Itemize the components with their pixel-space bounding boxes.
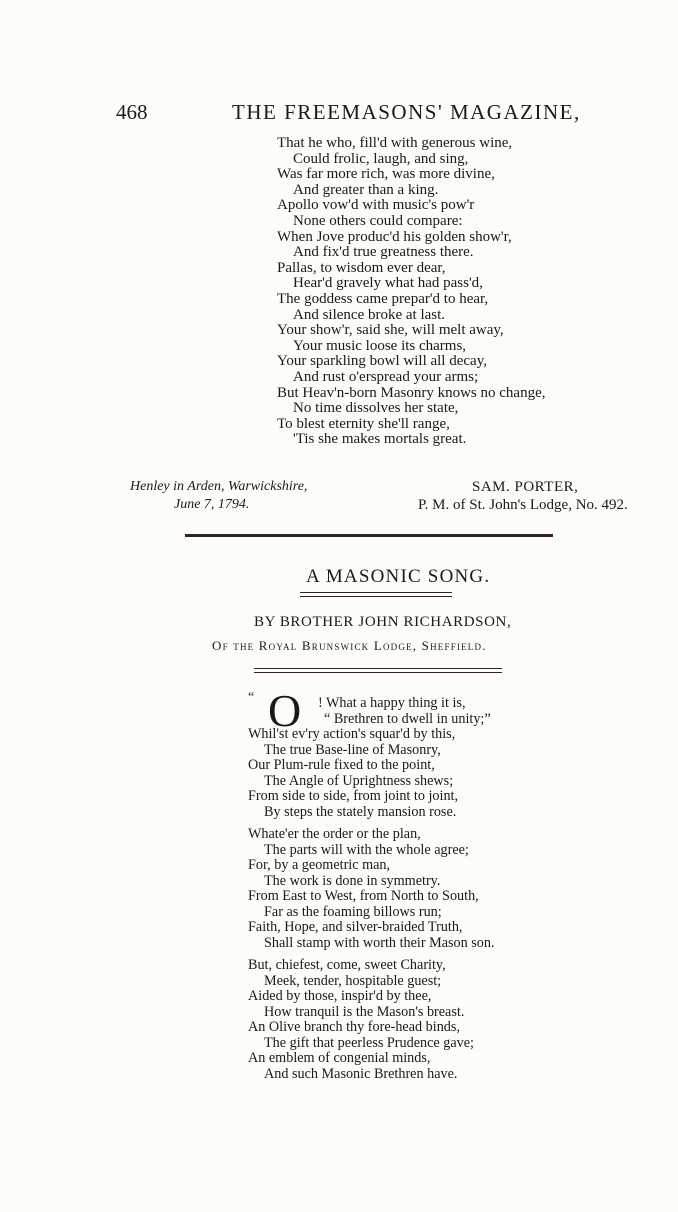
song-title: A MASONIC SONG. xyxy=(306,566,491,587)
song-line: “ Brethren to dwell in unity;” xyxy=(324,710,491,727)
title-underline xyxy=(300,592,452,593)
song-line: Aided by those, inspir'd by thee, xyxy=(248,988,432,1004)
song-byline: BY BROTHER JOHN RICHARDSON, xyxy=(254,614,512,630)
poem-line: Your sparkling bowl will all decay, xyxy=(277,353,487,370)
song-line: The true Base-line of Masonry, xyxy=(264,741,441,758)
poem-line: Your music loose its charms, xyxy=(293,337,467,354)
title-underline xyxy=(300,596,452,597)
song-line: Whate'er the order or the plan, xyxy=(248,826,421,842)
poem-line: None others could compare: xyxy=(293,212,463,229)
song-stanza xyxy=(248,958,495,1082)
poem-line: No time dissolves her state, xyxy=(293,400,459,417)
poem-line: Was far more rich, was more divine, xyxy=(277,166,495,183)
song-line: Whil'st ev'ry action's squar'd by this, xyxy=(248,726,456,742)
song-line: The Angle of Uprightness shews; xyxy=(264,772,454,789)
poem-line: 'Tis she makes mortals great. xyxy=(293,431,467,448)
page-number: 468 xyxy=(116,100,148,124)
song-line: The parts will with the whole agree; xyxy=(264,841,469,858)
poem-line: And rust o'erspread your arms; xyxy=(293,368,479,385)
poem-line: Apollo vow'd with music's pow'r xyxy=(277,197,475,214)
signature-place: Henley in Arden, Warwickshire, xyxy=(130,479,308,494)
poem-line: When Jove produc'd his golden show'r, xyxy=(277,228,512,245)
signature-place-date xyxy=(130,478,307,514)
song-stanza xyxy=(248,696,495,820)
song-line: For, by a geometric man, xyxy=(248,857,391,873)
song-line: And such Masonic Brethren have. xyxy=(264,1065,458,1082)
song-lodge: Of the Royal Brunswick Lodge, Sheffield. xyxy=(212,638,487,653)
song-line: Our Plum-rule fixed to the point, xyxy=(248,757,435,773)
poem-line: Could frolic, laugh, and sing, xyxy=(293,150,469,167)
song-line: Meek, tender, hospitable guest; xyxy=(264,972,442,989)
song-line: The work is done in symmetry. xyxy=(264,872,441,889)
song-line: ! What a happy thing it is, xyxy=(318,695,466,711)
song-line: From side to side, from joint to joint, xyxy=(248,788,459,804)
poem-line: And fix'd true greatness there. xyxy=(293,244,474,261)
song-line: Far as the foaming billows run; xyxy=(264,903,442,920)
song-line: From East to West, from North to South, xyxy=(248,888,479,904)
signature-name: SAM. PORTER, xyxy=(472,479,579,495)
poem-line: And greater than a king. xyxy=(293,181,439,198)
song-stanza xyxy=(248,827,495,951)
opening-quote: “ xyxy=(248,690,255,705)
poem-line: The goddess came prepar'd to hear, xyxy=(277,290,489,307)
poem-line: Your show'r, said she, will melt away, xyxy=(277,322,504,339)
page-header xyxy=(0,100,678,130)
signature-author xyxy=(418,478,628,514)
signature-title: P. M. of St. John's Lodge, No. 492. xyxy=(418,497,628,513)
poem-verse xyxy=(277,136,545,448)
byline-divider xyxy=(254,672,502,673)
section-divider xyxy=(185,534,553,537)
poem-line: Pallas, to wisdom ever dear, xyxy=(277,259,446,276)
song-line: How tranquil is the Mason's breast. xyxy=(264,1003,465,1020)
poem-line: That he who, fill'd with generous wine, xyxy=(277,135,513,151)
song-line: Faith, Hope, and silver-braided Truth, xyxy=(248,919,463,935)
poem-line: Hear'd gravely what had pass'd, xyxy=(293,275,483,292)
song-line: An Olive branch thy fore-head binds, xyxy=(248,1019,460,1035)
drop-cap: O xyxy=(268,685,302,736)
song-line: The gift that peerless Prudence gave; xyxy=(264,1034,474,1051)
byline-divider xyxy=(254,668,502,669)
poem-line: To blest eternity she'll range, xyxy=(277,415,450,432)
poem-line: And silence broke at last. xyxy=(293,306,446,323)
song-line: By steps the stately mansion rose. xyxy=(264,803,457,820)
song-verse xyxy=(248,696,495,1089)
signature-date: June 7, 1794. xyxy=(174,497,250,512)
poem-line: But Heav'n-born Masonry knows no change, xyxy=(277,384,546,401)
song-line: But, chiefest, come, sweet Charity, xyxy=(248,957,446,973)
running-title: THE FREEMASONS' MAGAZINE, xyxy=(232,100,581,124)
song-line: An emblem of congenial minds, xyxy=(248,1050,431,1066)
song-line: Shall stamp with worth their Mason son. xyxy=(264,934,495,951)
